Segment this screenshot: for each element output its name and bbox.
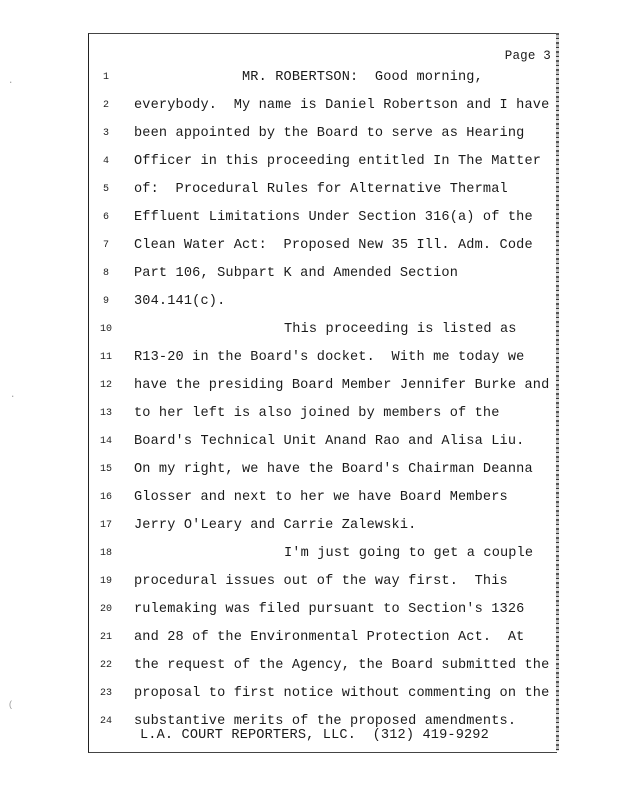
transcript-line-text: substantive merits of the proposed amendments.: [134, 714, 517, 729]
transcript-line-text: Clean Water Act: Proposed New 35 Ill. Adm. Code: [134, 238, 533, 253]
transcript-line-text: R13-20 in the Board's docket. With me today we: [134, 350, 525, 365]
line-number: 20: [99, 604, 112, 615]
line-number: 2: [102, 100, 109, 111]
scan-artifact-middle: ·: [10, 392, 16, 402]
line-number: 8: [102, 268, 109, 279]
line-number: 7: [102, 240, 109, 251]
transcript-line-text: procedural issues out of the way first. This: [134, 574, 508, 589]
line-number: 11: [99, 352, 112, 363]
line-number: 1: [102, 72, 109, 83]
transcript-line-text: and 28 of the Environmental Protection Act. At: [134, 630, 525, 645]
line-number: 14: [99, 436, 112, 447]
line-number: 12: [99, 380, 112, 391]
line-number: 5: [102, 184, 109, 195]
line-number: 22: [99, 660, 112, 671]
transcript-line-text: the request of the Agency, the Board submitted the: [134, 658, 550, 673]
line-number: 19: [99, 576, 112, 587]
transcript-line-text: Jerry O'Leary and Carrie Zalewski.: [134, 518, 417, 533]
line-number: 6: [102, 212, 109, 223]
line-number: 21: [99, 632, 112, 643]
transcript-line-text: On my right, we have the Board's Chairman Deanna: [134, 462, 533, 477]
transcript-line-text: Part 106, Subpart K and Amended Section: [134, 266, 458, 281]
transcript-line-text: been appointed by the Board to serve as Hearing: [134, 126, 525, 141]
transcript-line-text: everybody. My name is Daniel Robertson and I have: [134, 98, 550, 113]
transcript-line-text: Board's Technical Unit Anand Rao and Alisa Liu.: [134, 434, 525, 449]
transcript-line-text: Glosser and next to her we have Board Members: [134, 490, 508, 505]
line-number: 9: [102, 296, 109, 307]
page-right-edge: [556, 33, 559, 751]
scan-artifact-bottom: (: [8, 700, 14, 710]
line-number: 17: [99, 520, 112, 531]
transcript-line-text: MR. ROBERTSON: Good morning,: [242, 70, 483, 85]
line-number: 10: [99, 324, 112, 335]
transcript-page-frame: [88, 33, 557, 753]
scan-artifact-top: ·: [8, 78, 14, 88]
line-number: 15: [99, 464, 112, 475]
transcript-line-text: 304.141(c).: [134, 294, 226, 309]
line-number: 18: [99, 548, 112, 559]
transcript-line-text: Effluent Limitations Under Section 316(a) of the: [134, 210, 533, 225]
transcript-line-text: Officer in this proceeding entitled In The Matter: [134, 154, 542, 169]
page-number-label: Page 3: [504, 49, 551, 63]
transcript-line-text: to her left is also joined by members of the: [134, 406, 500, 421]
transcript-line-text: I'm just going to get a couple: [284, 546, 534, 561]
line-number: 23: [99, 688, 112, 699]
court-reporter-footer: L.A. COURT REPORTERS, LLC. (312) 419-9292: [140, 728, 489, 743]
line-number: 13: [99, 408, 112, 419]
transcript-line-text: rulemaking was filed pursuant to Section's 1326: [134, 602, 525, 617]
transcript-line-text: of: Procedural Rules for Alternative Thermal: [134, 182, 508, 197]
line-number: 3: [102, 128, 109, 139]
transcript-line-text: have the presiding Board Member Jennifer Burke and: [134, 378, 550, 393]
transcript-line-text: This proceeding is listed as: [284, 322, 517, 337]
line-number: 16: [99, 492, 112, 503]
line-number: 4: [102, 156, 109, 167]
transcript-line-text: proposal to first notice without commenting on the: [134, 686, 550, 701]
line-number: 24: [99, 716, 112, 727]
